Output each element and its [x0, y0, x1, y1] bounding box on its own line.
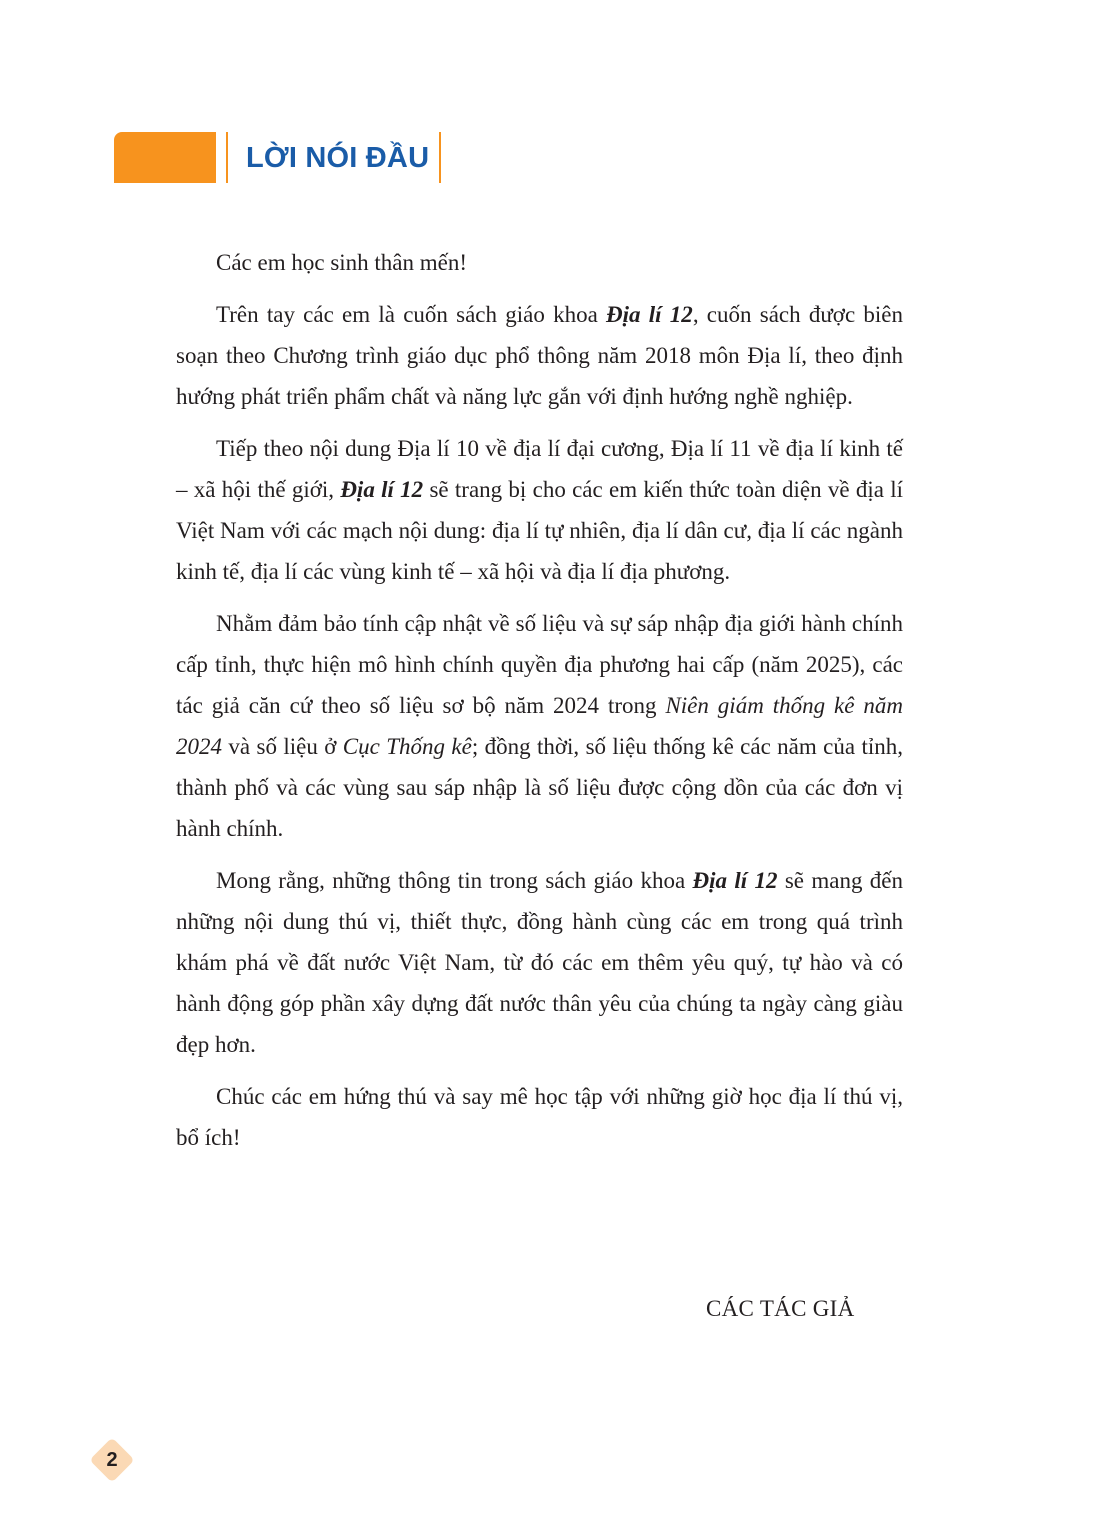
- yearbook-title-italic: Niên giám thống kê năm 2024: [176, 693, 904, 759]
- paragraph-2-text-c: sẽ trang bị cho các em kiến thức toàn diện về địa lí Việt Nam với các mạch nội dung: địa lí tự nhiên, địa lí dân cư, địa lí các ngành kinh tế, địa lí các vùng kinh tế – xã hội và địa lí địa phương.: [176, 477, 904, 584]
- book-title-emphasis: Địa lí 12: [606, 302, 693, 327]
- page-number: 2: [106, 1449, 118, 1471]
- paragraph-1-text-c: , cuốn sách được biên soạn theo Chương trình giáo dục phổ thông năm 2018 môn Địa lí, theo định hướng phát triển phẩm chất và năng lực gắn với định hướng nghề nghiệp.: [176, 302, 904, 409]
- header-accent-bar: [114, 132, 216, 183]
- agency-name-italic: Cục Thống kê: [342, 734, 472, 759]
- book-title-emphasis: Địa lí 12: [340, 477, 424, 502]
- paragraph-1: [176, 294, 903, 417]
- header-rule-right: [439, 132, 441, 183]
- signature: CÁC TÁC GIẢ: [706, 1296, 855, 1321]
- paragraph-3: [176, 603, 903, 849]
- preface-body: [176, 242, 903, 1169]
- paragraph-4-text-a: Mong rằng, những thông tin trong sách giáo khoa: [216, 868, 693, 893]
- paragraph-3-text-e: ; đồng thời, số liệu thống kê các năm của tỉnh, thành phố và các vùng sau sáp nhập là số liệu được cộng dồn của các đơn vị hành chính.: [176, 734, 904, 841]
- book-title-emphasis: Địa lí 12: [692, 868, 778, 893]
- paragraph-3-text-a: Nhằm đảm bảo tính cập nhật về số liệu và sự sáp nhập địa giới hành chính cấp tỉnh, thực hiện mô hình chính quyền địa phương hai cấp (năm 2025), các tác giả căn cứ theo số liệu sơ bộ năm 2024 trong: [176, 611, 903, 718]
- header-rule-left: [226, 132, 228, 183]
- paragraph-5: Chúc các em hứng thú và say mê học tập với những giờ học địa lí thú vị, bổ ích!: [176, 1084, 903, 1150]
- paragraph-4: [176, 860, 903, 1065]
- page-title: LỜI NÓI ĐẦU: [246, 142, 430, 174]
- paragraph-3-text-c: và số liệu ở: [222, 734, 343, 759]
- paragraph-2-text-a: Tiếp theo nội dung Địa lí 10 về địa lí đại cương, Địa lí 11 về địa lí kinh tế – xã hội thế giới,: [176, 436, 903, 502]
- paragraph-1-text-a: Trên tay các em là cuốn sách giáo khoa: [216, 302, 607, 327]
- greeting-paragraph: Các em học sinh thân mến!: [216, 250, 468, 275]
- paragraph-4-text-c: sẽ mang đến những nội dung thú vị, thiết thực, đồng hành cùng các em trong quá trình khám phá về đất nước Việt Nam, từ đó các em thêm yêu quý, tự hào và có hành động góp phần xây dựng đất nước thân yêu của chúng ta ngày càng giàu đẹp hơn.: [176, 868, 903, 1057]
- paragraph-2: [176, 428, 903, 592]
